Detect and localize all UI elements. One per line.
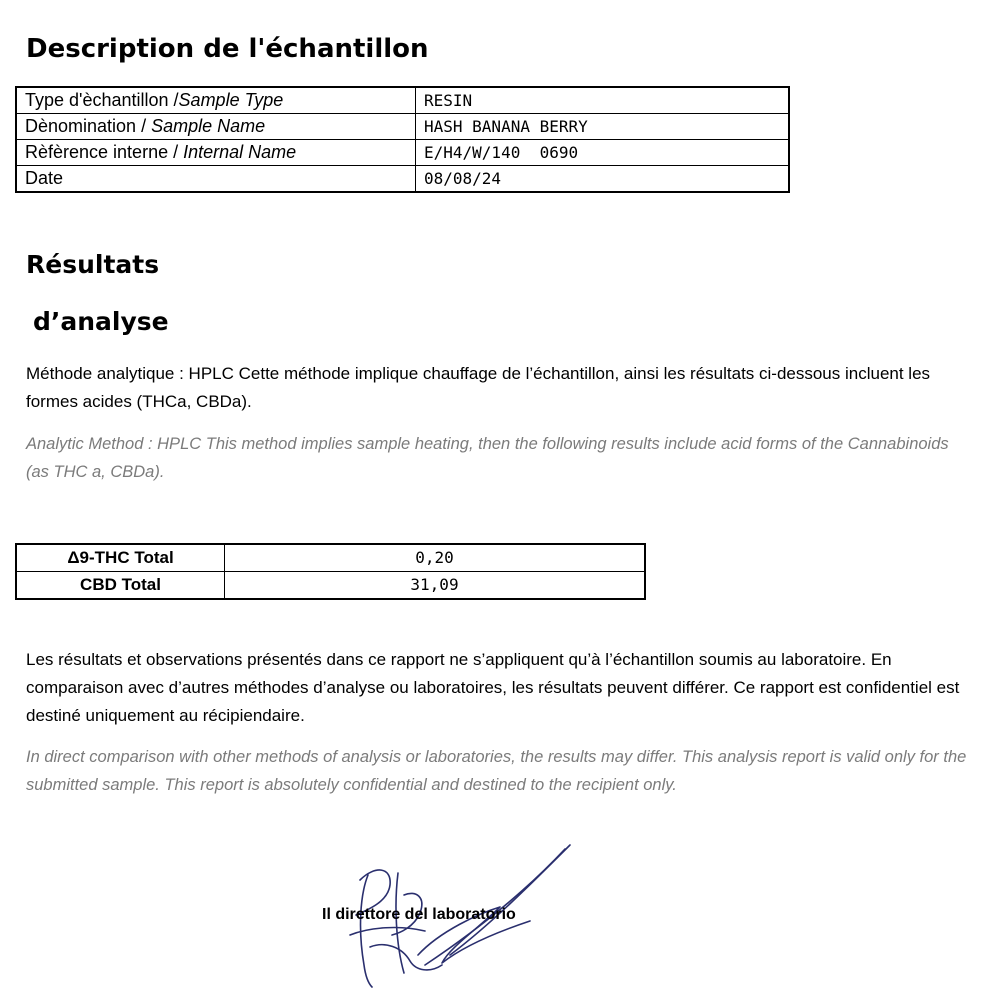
label-en: Sample Name: [151, 116, 266, 136]
table-row: [16, 114, 789, 140]
method-description-en: Analytic Method : HPLC This method implies sample heating, then the following results include acid forms of the Cannabinoids (as THC a, CBDa).: [26, 435, 949, 481]
method-description-fr: Méthode analytique : HPLC Cette méthode implique chauffage de l’échantillon, ainsi les résultats ci-dessous incluent les formes acides (THCa, CBDa).: [26, 364, 931, 411]
label-fr: Date: [25, 168, 64, 188]
result-label: CBD Total: [16, 572, 225, 600]
result-value: 0,20: [225, 544, 646, 572]
disclaimer-fr: Les résultats et observations présentés dans ce rapport ne s’appliquent qu’à l’échantillon soumis au laboratoire. En comparaison avec d’autres méthodes d’analyse ou laboratoires, les résultats peuvent différer. Ce rapport est confidentiel est destiné uniquement au récipiendaire.: [26, 650, 960, 725]
row-value: RESIN: [416, 87, 790, 114]
label-fr: Dènomination /: [25, 116, 152, 136]
row-value: E/H4/W/140 0690: [416, 140, 790, 166]
label-en: Sample Type: [178, 90, 284, 110]
label-en: Internal Name: [183, 142, 297, 162]
result-value: 31,09: [225, 572, 646, 600]
label-fr: Rèfèrence interne /: [25, 142, 184, 162]
table-row: [16, 140, 789, 166]
row-value: HASH BANANA BERRY: [416, 114, 790, 140]
section-title-results-line2: d’analyse: [33, 307, 169, 336]
row-label: [16, 114, 416, 140]
row-label: [16, 166, 416, 193]
signature-title: Il direttore del laboratorio: [322, 906, 516, 923]
row-label: [16, 87, 416, 114]
disclaimer-en: In direct comparison with other methods of analysis or laboratories, the results may differ. This analysis report is valid only for the submitted sample. This report is absolutely confidential and destined to the recipient only.: [26, 748, 967, 794]
row-label: [16, 140, 416, 166]
label-fr: Type d'èchantillon /: [25, 90, 179, 110]
section-title-results-line1: Résultats: [26, 250, 160, 279]
section-title-sample-description: Description de l'échantillon: [26, 34, 429, 64]
table-row: [16, 544, 645, 572]
row-value: 08/08/24: [416, 166, 790, 193]
table-row: [16, 87, 789, 114]
result-label: Δ9-THC Total: [16, 544, 225, 572]
sample-description-table: [15, 86, 790, 193]
table-row: [16, 572, 645, 600]
table-row: [16, 166, 789, 193]
results-table: [15, 543, 646, 600]
